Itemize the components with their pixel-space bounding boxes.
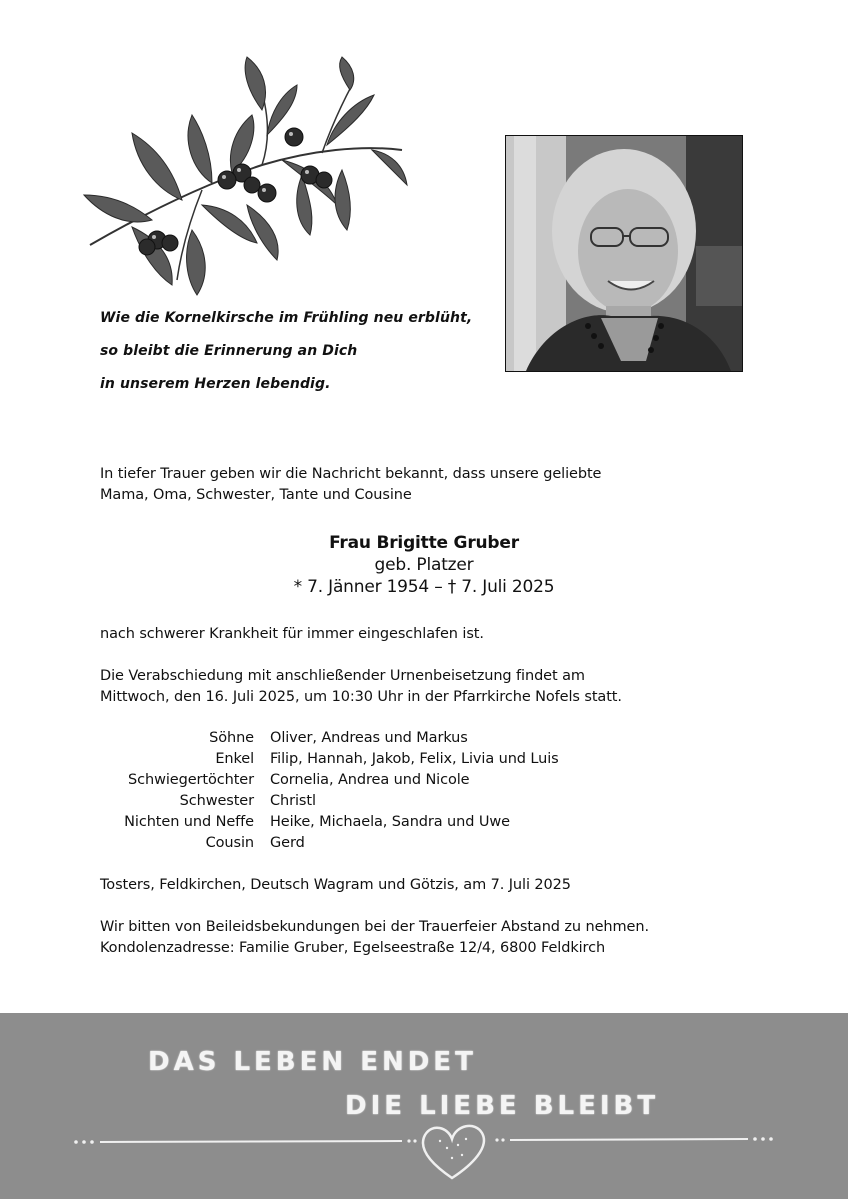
family-role: Nichten und Neffe — [124, 814, 254, 830]
announcement-line: In tiefer Trauer geben wir die Nachricht bekannt, dass unsere geliebte — [100, 466, 602, 482]
family-role: Schwester — [179, 793, 254, 809]
deceased-name: Frau Brigitte Gruber — [329, 533, 519, 553]
condolence-line: Kondolenzadresse: Familie Gruber, Egelseestraße 12/4, 6800 Feldkirch — [100, 940, 606, 956]
family-row — [100, 833, 559, 854]
place-date: Tosters, Feldkirchen, Deutsch Wagram und Götzis, am 7. Juli 2025 — [100, 877, 571, 893]
heart-line-icon — [0, 1013, 848, 1199]
cherry-branch-illustration — [82, 55, 412, 300]
family-role: Schwiegertöchter — [128, 772, 254, 788]
condolence-text — [100, 917, 649, 959]
life-dates: * 7. Jänner 1954 – † 7. Juli 2025 — [293, 577, 555, 597]
family-row — [100, 791, 559, 812]
portrait-photo — [505, 135, 743, 372]
footer-line-2: DIE LIEBE BLEIBT — [345, 1091, 660, 1121]
family-role: Söhne — [209, 730, 254, 746]
family-names: Oliver, Andreas und Markus — [270, 730, 468, 746]
farewell-line: Die Verabschiedung mit anschließender Urnenbeisetzung findet am — [100, 668, 585, 684]
verse-line: so bleibt die Erinnerung an Dich — [100, 343, 358, 359]
family-row — [100, 749, 559, 770]
announcement-line: Mama, Oma, Schwester, Tante und Cousine — [100, 487, 412, 503]
farewell-line: Mittwoch, den 16. Juli 2025, um 10:30 Uhr in der Pfarrkirche Nofels statt. — [100, 689, 622, 705]
family-names: Cornelia, Andrea und Nicole — [270, 772, 470, 788]
verse-line: Wie die Kornelkirsche im Frühling neu erblüht, — [100, 310, 473, 326]
family-names: Filip, Hannah, Jakob, Felix, Livia und Luis — [270, 751, 559, 767]
farewell-text — [100, 666, 622, 708]
deceased-block — [0, 532, 848, 598]
family-names: Gerd — [270, 835, 305, 851]
chalkboard-footer — [0, 1013, 848, 1199]
maiden-name: geb. Platzer — [374, 555, 474, 575]
passing-text: nach schwerer Krankheit für immer eingeschlafen ist. — [100, 626, 484, 642]
condolence-line: Wir bitten von Beileidsbekundungen bei der Trauerfeier Abstand zu nehmen. — [100, 919, 649, 935]
announcement-text — [100, 464, 601, 506]
memorial-verse — [100, 307, 500, 406]
family-row — [100, 770, 559, 791]
family-names: Christl — [270, 793, 316, 809]
family-row — [100, 728, 559, 749]
family-role: Cousin — [205, 835, 254, 851]
verse-line: in unserem Herzen lebendig. — [100, 376, 331, 392]
family-list — [100, 728, 559, 854]
family-names: Heike, Michaela, Sandra und Uwe — [270, 814, 510, 830]
family-row — [100, 812, 559, 833]
footer-line-1: DAS LEBEN ENDET — [148, 1047, 477, 1077]
family-role: Enkel — [215, 751, 254, 767]
